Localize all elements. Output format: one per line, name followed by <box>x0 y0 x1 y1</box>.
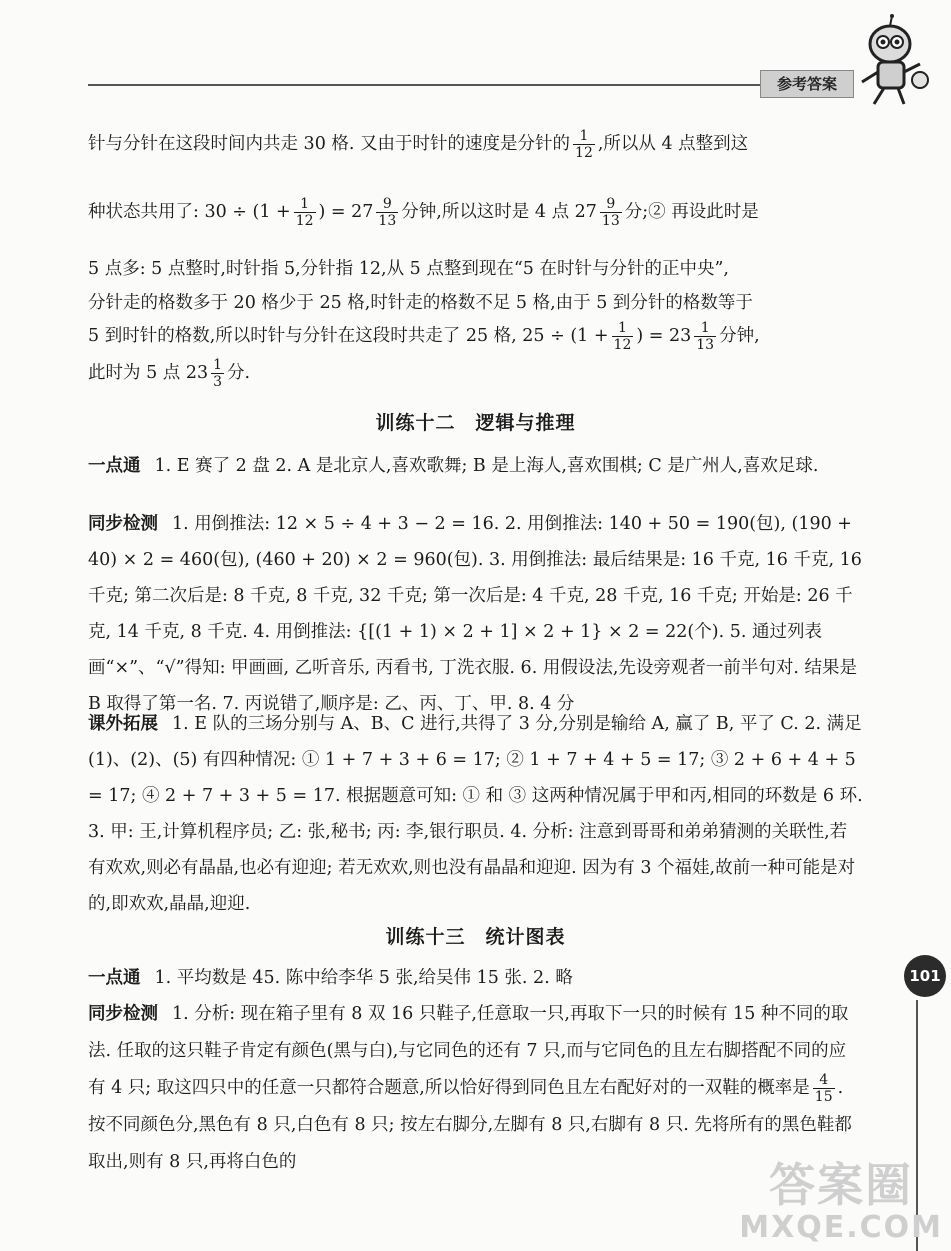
fraction: $\frac{1}{3}$ <box>213 357 223 390</box>
paragraph-label: 一点通 <box>88 456 141 476</box>
paragraph-label: 同步检测 <box>88 1004 158 1024</box>
section-heading: 训练十三 统计图表 <box>385 926 566 948</box>
robot-mascot-icon <box>850 14 932 110</box>
paragraph-label: 一点通 <box>88 968 141 988</box>
fraction: $\frac{9}{13}$ <box>378 196 397 229</box>
page-number-badge: 101 <box>904 955 946 997</box>
fraction: $\frac{1}{12}$ <box>613 320 632 353</box>
text-line: 5 到时针的格数,所以时针与分针在这段时共走了 25 格, 25 ÷ (1 + $\frac{1}{12}$ ) = 23 $\frac{1}{13}$ 分钟, <box>88 320 760 353</box>
text-line: 5 点多: 5 点整时,时针指 5,分针指 12,从 5 点整到现在“5 在时针与分针的正中央”, <box>88 259 729 279</box>
watermark-url: MXQE.COM <box>739 1210 943 1245</box>
section-heading: 训练十二 逻辑与推理 <box>375 412 576 434</box>
fraction: $\frac{9}{13}$ <box>601 196 620 229</box>
paragraph: 同步检测 1. 分析: 现在箱子里有 8 双 16 只鞋子,任意取一只,再取下一只的时候有 15 种不同的取法. 任取的这只鞋子肯定有颜色(黑与白),与它同色的还有 7 只,而与它同色的且左右脚搭配不同的应有 4 只; 取这四只中的任意一只都符合题意,所以恰好得到同色且左右配好对的一双鞋的概率是 $\frac{4}{15}$ . 按不同颜色分,黑色有 8 只,白色有 8 只; 按左右脚分,左脚有 8 只,右脚有 8 只. 先将所有的黑色鞋都取出,则有 8 只,再将白色的 <box>88 1004 852 1172</box>
text-line: 此时为 5 点 23 $\frac{1}{3}$ 分. <box>88 357 251 390</box>
fraction: $\frac{1}{12}$ <box>575 128 593 161</box>
header-rule <box>88 84 778 86</box>
paragraph: 一点通 1. 平均数是 45. 陈中给李华 5 张,给吴伟 15 张. 2. 略 <box>88 968 573 988</box>
paragraph-label: 同步检测 <box>88 514 158 534</box>
paragraph: 课外拓展 1. E 队的三场分别与 A、B、C 进行,共得了 3 分,分别是输给 A, 赢了 B, 平了 C. 2. 满足(1)、(2)、(5) 有四种情况: ① 1 + 7 + 3 + 6 = 17; ② 1 + 7 + 4 + 5 = 17; ③ 2 + 6 + 4 + 5 = 17; ④ 2 + 7 + 3 + 5 = 17. 根据题意可知: ① 和 ③ 这两种情况属于甲和丙,相同的环数是 6 环. 3. 甲: 王,计算机程序员; 乙: 张,秘书; 丙: 李,银行职员. 4. 分析: 注意到哥哥和弟弟猜测的关联性,若有欢欢,则必有晶晶,也必有迎迎; 若无欢欢,则也没有晶晶和迎迎. 因为有 3 个福娃,故前一种可能是对的,即欢欢,晶晶,迎迎. <box>88 714 863 914</box>
text-line: 种状态共用了: 30 ÷ (1 + $\frac{1}{12}$ ) = 27 $\frac{9}{13}$ 分钟,所以这时是 4 点 27 $\frac{9}{13}$ 分;② 再设此时是 <box>88 196 759 229</box>
fraction: $\frac{1}{12}$ <box>295 196 314 229</box>
text-line: 分针走的格数多于 20 格少于 25 格,时针走的格数不足 5 格,由于 5 到分针的格数等于 <box>88 293 753 313</box>
paragraph: 同步检测 1. 用倒推法: 12 × 5 ÷ 4 + 3 − 2 = 16. 2. 用倒推法: 140 + 50 = 190(包), (190 + 40) × 2 = 460(包), (460 + 20) × 2 = 960(包). 3. 用倒推法: 最后结果是: 16 千克, 16 千克, 16 千克; 第二次后是: 8 千克, 8 千克, 32 千克; 第一次后是: 4 千克, 28 千克, 16 千克; 开始是: 26 千克, 14 千克, 8 千克. 4. 用倒推法: {[(1 + 1) × 2 + 1] × 2 + 1} × 2 = 22(个). 5. 通过列表画“×”、“√”得知: 甲画画, 乙听音乐, 丙看书, 丁洗衣服. 6. 用假设法,先设旁观者一前半句对. 结果是 B 取得了第一名. 7. 丙说错了,顺序是: 乙、丙、丁、甲. 8. 4 分 <box>88 514 862 714</box>
watermark-logo: 答案圈 <box>769 1158 914 1212</box>
fraction: $\frac{1}{13}$ <box>696 320 715 353</box>
header-tab: 参考答案 <box>760 70 854 98</box>
paragraph: 一点通 1. E 赛了 2 盘 2. A 是北京人,喜欢歌舞; B 是上海人,喜欢围棋; C 是广州人,喜欢足球. <box>88 456 819 476</box>
fraction: $\frac{4}{15}$ <box>814 1072 833 1105</box>
watermark <box>739 1159 943 1245</box>
text-line: 针与分针在这段时间内共走 30 格. 又由于时针的速度是分针的 $\frac{1}{12}$ ,所以从 4 点整到这 <box>88 128 749 161</box>
paragraph-label: 课外拓展 <box>88 714 158 734</box>
